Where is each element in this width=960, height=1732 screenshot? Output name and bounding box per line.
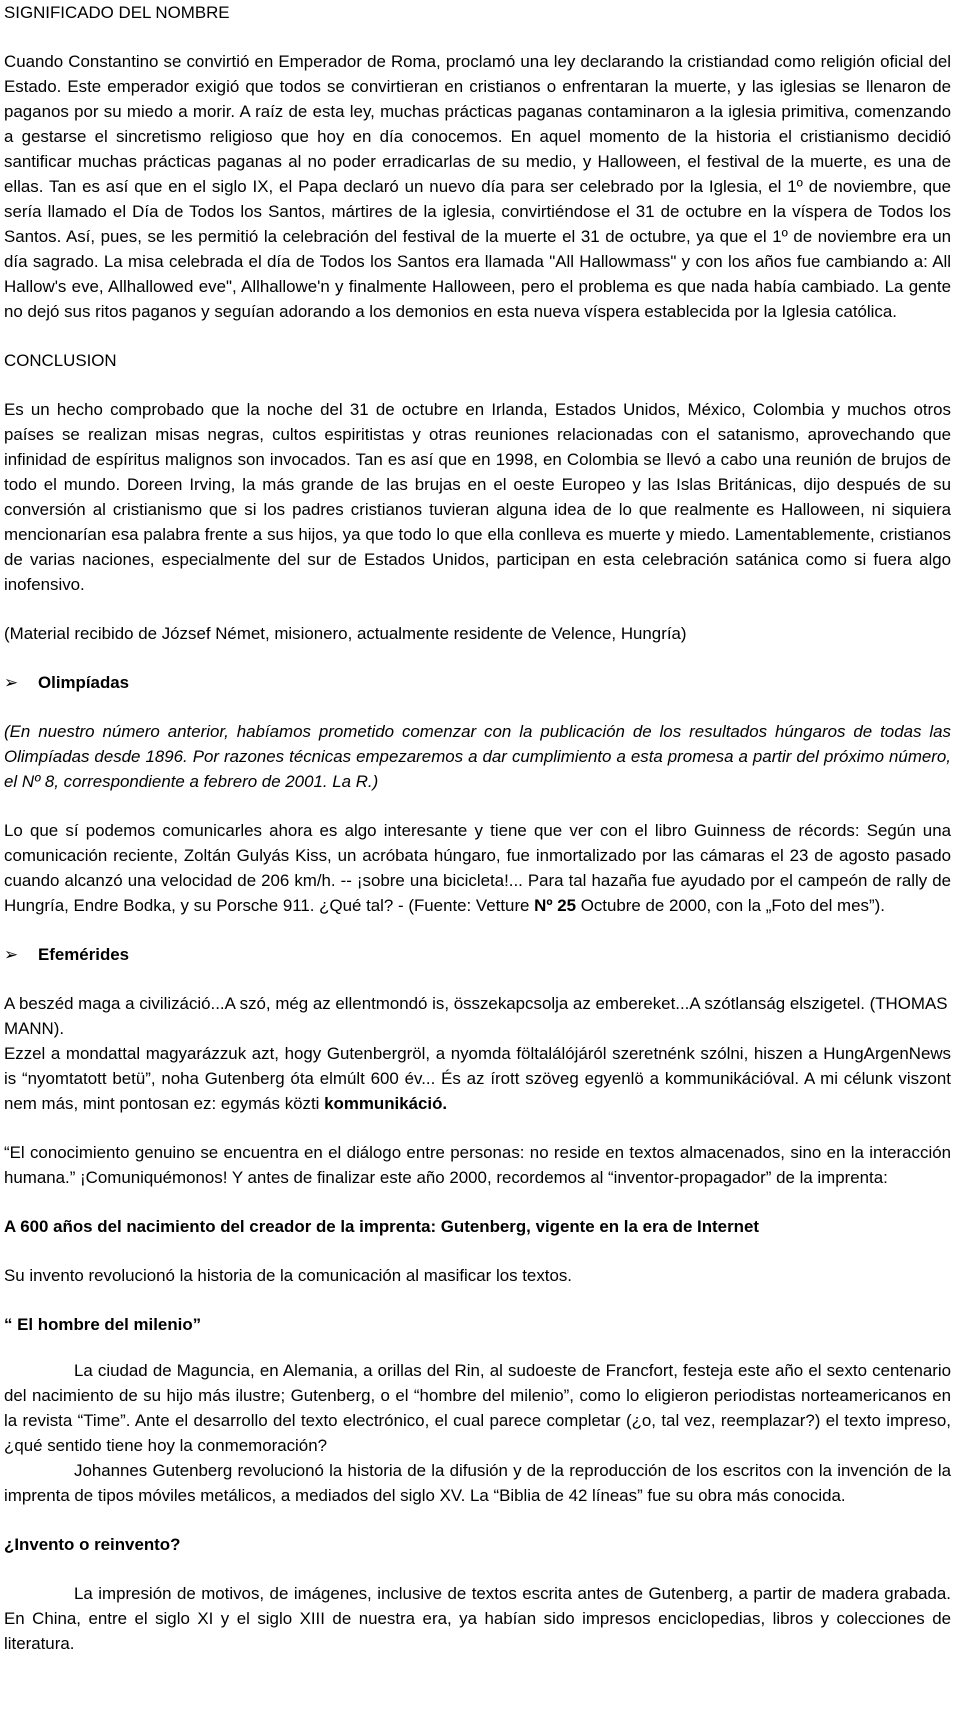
olimpiadas-issue-number: Nº 25 (534, 896, 577, 915)
conclusion-paragraph: Es un hecho comprobado que la noche del 31 de octubre en Irlanda, Estados Unidos, México, Colombia y muchos otros países se realizan misas negras, cultos espiritistas y otras reuniones relacionadas con el satanismo, aprovechando que infinidad de espíritus malignos son invocados. Tan es así que en 1998, en Colombia se llevó a cabo una reunión de brujos de todo el mundo. Doreen Irving, la más grande de las brujas en el oeste Europeo y las Islas Británicas, dijo después de su conversión al cristianismo que si los padres cristianos tuvieran alguna idea de lo que realmente es Halloween, ni siquiera mencionarían esa palabra frente a sus hijos, ya que todo lo que ella conlleva es muerte y miedo. Lamentablemente, cristianos de varias naciones, especialmente del sur de Estados Unidos, participan en esta celebración satánica como si fuera algo inofensivo. (4, 400, 951, 594)
significado-paragraph: Cuando Constantino se convirtió en Emperador de Roma, proclamó una ley declarando la cristiandad como religión oficial del Estado. Este emperador exigió que todos se convirtieran en cristianos o enfrentaran la muerte, y las iglesias se llenaron de paganos por su miedo a morir. A raíz de esta ley, muchas prácticas paganas contaminaron a la iglesia primitiva, comenzando a gestarse el sincretismo religioso que hoy en día conocemos. En aquel momento de la historia el cristianismo decidió santificar muchas prácticas paganas al no poder erradicarlas de su medio, y Halloween, el festival de la muerte, es una de ellas. Tan es así que en el siglo IX, el Papa declaró un nuevo día para ser celebrado por la Iglesia, el 1º de noviembre, que sería llamado el Día de Todos los Santos, mártires de la iglesia, convirtiéndose el 31 de octubre en la víspera de Todos los Santos. Así, pues, se les permitió la celebración del festival de la muerte el 31 de octubre, ya que el 1º de noviembre era un día sagrado. La misa celebrada el día de Todos los Santos era llamada "All Hallowmass" y con los años fue cambiando a: All Hallow's eve, Allhallowed eve", Allhallowe'n y finalmente Halloween, pero el problema es que nada había cambiado. La gente no dejó sus ritos paganos y seguían adorando a los demonios en esta nueva víspera establecida por la Iglesia católica. (4, 52, 951, 321)
thomas-mann-quote: A beszéd maga a civilizáció...A szó, még az ellentmondó is, összekapcsolja az embereket...A szótlanság elszigetel. (THOMAS MANN). (4, 994, 948, 1038)
olimpiadas-editorial-note: (En nuestro número anterior, habíamos prometido comenzar con la publicación de los resultados húngaros de todas las Olimpíadas desde 1896. Por razones técnicas empezaremos a dar cumplimiento a esta promesa a partir del próximo número, el Nº 8, correspondiente a febrero de 2001. La R.) (4, 722, 951, 791)
olimpiadas-heading (4, 670, 951, 695)
invento-paragraph: La impresión de motivos, de imágenes, inclusive de textos escrita antes de Gutenberg, a partir de madera grabada. En China, entre el siglo XI y el siglo XIII de nuestra era, ya habían sido impresos enciclopedias, libros y colecciones de literatura. (4, 1584, 951, 1653)
gutenberg-hu-bold: kommunikáció. (324, 1094, 448, 1113)
dialogue-quote-paragraph: “El conocimiento genuino se encuentra en el diálogo entre personas: no reside en textos almacenados, sino en la interacción humana.” ¡Comuniquémonos! Y antes de finalizar este año 2000, recordemos al “inventor-propagador” de la imprenta: (4, 1143, 951, 1187)
olimpiadas-text-b: Octubre de 2000, con la „Foto del mes”). (576, 896, 885, 915)
invento-title: ¿Invento o reinvento? (4, 1535, 181, 1554)
arrow-bullet-icon: ➢ (4, 673, 19, 692)
olimpiadas-text-a: Lo que sí podemos comunicarles ahora es algo interesante y tiene que ver con el libro Guinness de récords: Según una comunicación reciente, Zoltán Gulyás Kiss, un acróbata húngaro, fue inmortalizado por las cámaras el 23 de agosto pasado cuando alcanzó una velocidad de 206 km/h. -- ¡sobre una bicicleta!... Para tal hazaña fue ayudado por el campeón de rally de Hungría, Endre Bodka, y su Porsche 911. ¿Qué tal? - (Fuente: Vetture (4, 821, 951, 915)
gutenberg-headline: A 600 años del nacimiento del creador de la imprenta: Gutenberg, vigente en la era de Internet (4, 1217, 759, 1236)
section-title-significado: SIGNIFICADO DEL NOMBRE (4, 3, 230, 22)
efemerides-heading (4, 942, 951, 967)
gutenberg-hu-paragraph (4, 1041, 951, 1116)
gutenberg-hu-text: Ezzel a mondattal magyarázzuk azt, hogy Gutenbergröl, a nyomda föltalálójáról szeretnénk szólni, hiszen a HungArgenNews is “nyomtatott betü”, noha Gutenberg óta elmúlt 600 év... És az írott szöveg egyenlö a kommunikációval. A mi célunk viszont nem más, mint pontosan ez: egymás közti (4, 1044, 951, 1113)
efemerides-title: Efemérides (38, 945, 130, 964)
section-title-conclusion: CONCLUSION (4, 351, 117, 370)
gutenberg-subheadline: Su invento revolucionó la historia de la comunicación al masificar los textos. (4, 1266, 572, 1285)
arrow-bullet-icon: ➢ (4, 945, 19, 964)
olimpiadas-paragraph (4, 818, 951, 918)
hombre-milenio-paragraph-1: La ciudad de Maguncia, en Alemania, a orillas del Rin, al sudoeste de Francfort, festeja este año el sexto centenario del nacimiento de su hijo más ilustre; Gutenberg, o el “hombre del milenio”, como lo eligieron periodistas norteamericanos en la revista “Time”. Ante el desarrollo del texto electrónico, el cual parece completar (¿o, tal vez, reemplazar?) el texto impreso, ¿qué sentido tiene hoy la conmemoración? (4, 1361, 951, 1455)
hombre-milenio-title: “ El hombre del milenio” (4, 1315, 202, 1334)
hombre-milenio-paragraph-2: Johannes Gutenberg revolucionó la historia de la difusión y de la reproducción de los escritos con la invención de la imprenta de tipos móviles metálicos, a mediados del siglo XV. La “Biblia de 42 líneas” fue su obra más conocida. (4, 1461, 951, 1505)
olimpiadas-title: Olimpíadas (38, 673, 130, 692)
source-note: (Material recibido de József Német, misionero, actualmente residente de Velence, Hungría) (4, 624, 687, 643)
